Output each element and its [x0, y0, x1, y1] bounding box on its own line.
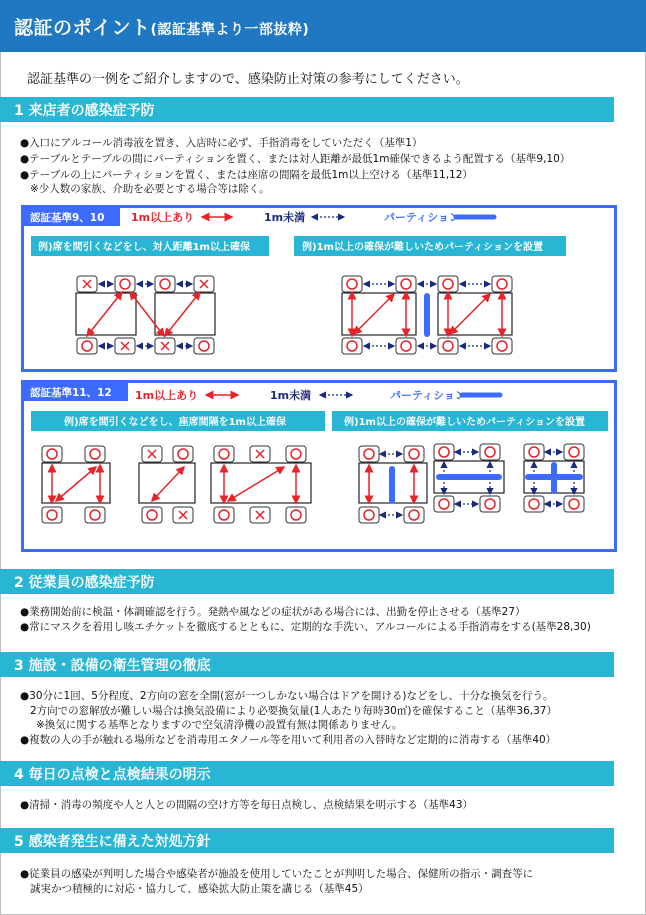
chair-occupied-mark	[497, 341, 507, 351]
legend-1m-or-more-2: 1m以上あり	[135, 389, 199, 402]
chair-occupied-mark	[90, 510, 100, 520]
section-5-bullet-1-cont: 誠実かつ積極的に対応・協力して、感染拡大防止策を講じる（基準45）	[30, 883, 369, 895]
section-5-heading: 5 感染者発生に備えた対処方針	[0, 828, 614, 853]
diagram-standard-9-10	[21, 205, 617, 372]
section-1-note: ※少人数の家族、介助を必要とする場合等は除く。	[30, 183, 270, 195]
chair-occupied-mark	[497, 279, 507, 289]
diagram-9-10-tables	[76, 276, 512, 354]
chair-occupied-mark	[364, 449, 374, 459]
chair-occupied-mark	[347, 279, 357, 289]
chair-occupied-mark	[485, 447, 495, 457]
chair-occupied-mark	[485, 499, 495, 509]
chair-occupied-mark	[82, 341, 92, 351]
diagram-standard-11-12	[21, 380, 617, 552]
chair-occupied-mark	[47, 449, 57, 459]
table	[139, 463, 195, 503]
section-5-bullet-1: ●従業員の感染が判明した場合や感染者が施設を使用していたことが判明した場合、保健所の指示・調査等に	[20, 868, 534, 880]
diagram-badge: 認証基準9、10	[30, 212, 105, 224]
chair-occupied-mark	[569, 499, 579, 509]
legend-partition: パーティション	[384, 211, 460, 224]
chair-occupied-mark	[443, 279, 453, 289]
chair-occupied-mark	[199, 341, 209, 351]
table	[155, 293, 215, 335]
section-4-heading: 4 毎日の点検と点検結果の明示	[0, 761, 614, 786]
chair-occupied-mark	[401, 341, 411, 351]
chair-occupied-mark	[347, 341, 357, 351]
chair-occupied-mark	[401, 279, 411, 289]
section-4-bullet-1: ●清掃・消毒の頻度や人と人との間隔の空け方等を毎日点検し、点検結果を明示する（基準43）	[20, 799, 474, 811]
legend-partition-2: パーティション	[390, 389, 466, 402]
section-2-bullet-1: ●業務開始前に検温・体調確認を行う。発熱や風などの症状がある場合には、出勤を停止させる（基準27）	[20, 606, 526, 618]
chair-occupied-mark	[439, 447, 449, 457]
intro-text: 認証基準の一例をご紹介しますので、感染防止対策の参考にしてください。	[27, 72, 469, 87]
section-3-bullet-1-cont: 2方向での窓解放が難しい場合は換気設備により必要換気量(1人あたり毎時30㎥)を確保すること（基準36,37）	[30, 705, 557, 717]
table	[76, 293, 136, 335]
chair-occupied-mark	[147, 510, 157, 520]
chair-occupied-mark	[439, 499, 449, 509]
diagram-9-10-svg	[24, 208, 614, 369]
legend-1m-or-more: 1m以上あり	[131, 211, 195, 224]
diagram-badge-2: 認証基準11、12	[30, 387, 112, 399]
chair-occupied-mark	[529, 499, 539, 509]
chair-occupied-mark	[569, 447, 579, 457]
chair-occupied-mark	[291, 510, 301, 520]
caption-right: 例)1m以上の確保が難しいためパーティションを設置	[302, 242, 543, 253]
legend-under-1m: 1m未満	[264, 211, 306, 224]
chair-occupied-mark	[120, 279, 130, 289]
chair-occupied-mark	[364, 510, 374, 520]
chair-occupied-mark	[529, 447, 539, 457]
chair-occupied-mark	[178, 449, 188, 459]
diagram-11-12-svg	[24, 383, 614, 549]
legend-under-1m-2: 1m未満	[270, 389, 312, 402]
page-title: 認証のポイント(認証基準より一部抜粋)	[14, 17, 310, 39]
section-1-bullet-1: ●入口にアルコール消毒液を置き、入店時に必ず、手指消毒をしていただく（基準1）	[20, 137, 423, 149]
chair-occupied-mark	[443, 341, 453, 351]
section-2-bullet-2: ●常にマスクを着用し咳エチケットを徹底するとともに、定期的な手洗い、アルコールによる手指消毒をする(基準28,30)	[20, 621, 591, 633]
page-header	[0, 0, 646, 52]
section-1-heading: 1 来店者の感染症予防	[0, 97, 614, 122]
chair-occupied-mark	[47, 510, 57, 520]
section-3-note: ※換気に関する基準となりますので空気清浄機の設置有無は関係ありません。	[36, 719, 403, 731]
section-2-heading: 2 従業員の感染症予防	[0, 569, 614, 594]
section-3-heading: 3 施設・設備の衛生管理の徹底	[0, 652, 614, 677]
section-1-bullet-3: ●テーブルの上にパーティションを置く、または座席の間隔を最低1m以上空ける（基準11,12）	[20, 169, 473, 181]
caption-left: 例)席を間引くなどをし、対人距離1m以上確保	[38, 242, 250, 253]
table	[342, 293, 416, 335]
chair-occupied-mark	[409, 510, 419, 520]
table	[438, 293, 512, 335]
chair-occupied-mark	[160, 279, 170, 289]
section-3-bullet-1: ●30分に1回、5分程度、2方向の窓を全開(窓が一つしかない場合はドアを開ける)などをし、十分な換気を行う。	[20, 690, 554, 702]
chair-occupied-mark	[219, 510, 229, 520]
diagram-11-12-tables	[42, 444, 584, 523]
section-1-bullet-2: ●テーブルとテーブルの間にパーティションを置く、または対人距離が最低1m確保できるよう配置する（基準9,10）	[20, 153, 571, 165]
caption-left-2: 例)席を間引くなどをし、座席間隔を1m以上確保	[64, 417, 286, 428]
chair-occupied-mark	[409, 449, 419, 459]
chair-occupied-mark	[90, 449, 100, 459]
section-3-bullet-2: ●複数の人の手が触れる場所などを消毒用エタノール等を用いて利用者の入替時など定期的に消毒する（基準40）	[20, 734, 557, 746]
chair-occupied-mark	[291, 449, 301, 459]
caption-right-2: 例)1m以上の確保が難しいためパーティションを設置	[344, 417, 585, 428]
chair-occupied-mark	[219, 449, 229, 459]
page-subtitle: (認証基準より一部抜粋)	[150, 22, 310, 38]
